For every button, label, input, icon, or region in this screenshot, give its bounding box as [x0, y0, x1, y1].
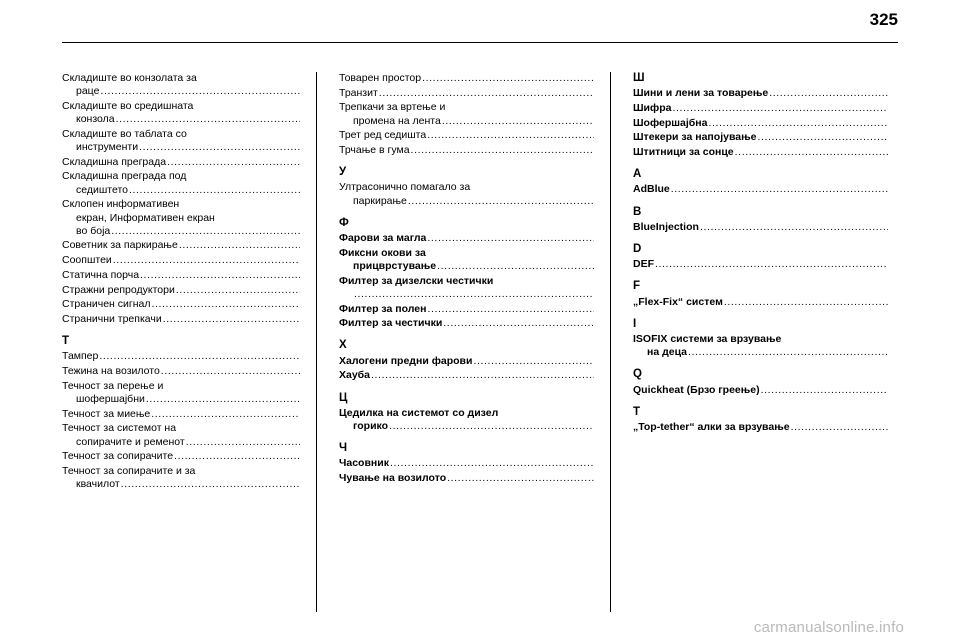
index-entry-text: Складиште во конзолата за: [62, 72, 197, 84]
index-entry-text: Тампер: [62, 350, 99, 363]
index-entry-text: прицврстување: [353, 259, 437, 272]
index-entry-text: Филтер за полен: [339, 302, 427, 315]
index-entry-text: Quickheat (Брзо греење): [633, 383, 760, 396]
index-entry-text: Шифра: [633, 101, 672, 114]
index-entry-text: Филтер за дизелски честички: [339, 274, 494, 287]
index-entry[interactable]: [339, 275, 594, 301]
index-entry-text: Ултрасонично помагало за: [339, 181, 471, 194]
index-entry-text: Халогени предни фарови: [339, 354, 473, 367]
index-entry-text: Странични трепкачи: [62, 312, 162, 325]
index-entry-text: Шини и лени за товарење: [633, 87, 769, 100]
index-entry[interactable]: [62, 72, 300, 98]
index-entry[interactable]: [62, 380, 300, 406]
dot-leader: [443, 317, 594, 329]
index-entry-text: квачилот: [76, 478, 120, 491]
index-entry-text: Трет ред седишта: [339, 129, 427, 142]
index-entry-text: конзола: [76, 113, 115, 126]
index-letter-heading: Ш: [633, 72, 645, 84]
index-entry-text: AdBlue: [633, 183, 670, 196]
dot-leader: [113, 254, 300, 266]
dot-leader: [769, 87, 888, 99]
index-entry[interactable]: [633, 183, 888, 196]
index-entry-text: Стражни репродуктори: [62, 283, 175, 296]
index-entry-text: паркирање: [353, 194, 407, 207]
index-entry[interactable]: [339, 101, 594, 127]
index-entry[interactable]: [62, 298, 300, 311]
index-letter-heading: F: [633, 280, 641, 293]
index-entry-text: Течност за перење и: [62, 379, 164, 392]
index-entry-text: BlueInjection: [633, 220, 699, 233]
index-entry[interactable]: [633, 258, 888, 271]
index-entry-text: Товарен простор: [339, 72, 422, 84]
index-entry[interactable]: [62, 156, 300, 169]
index-entry-text: Складишна преграда: [62, 155, 167, 168]
index-letter-heading: Ф: [339, 216, 349, 229]
index-entry-text: промена на лента: [353, 114, 441, 127]
index-entry-text: Течност за сопирачите: [62, 450, 174, 463]
dot-leader: [442, 115, 594, 127]
dot-leader: [163, 313, 300, 325]
index-entry-text: Статична порча: [62, 268, 140, 281]
index-column-1: [62, 72, 316, 612]
index-entry[interactable]: [633, 221, 888, 234]
index-entry[interactable]: [339, 232, 594, 245]
index-entry[interactable]: [62, 350, 300, 363]
index-letter-heading: Т: [62, 335, 70, 348]
dot-leader: [186, 436, 300, 448]
index-entry[interactable]: [339, 87, 594, 100]
index-entry-text: шофершајбни: [76, 392, 145, 405]
dot-leader: [174, 450, 300, 462]
index-entry[interactable]: [62, 284, 300, 297]
dot-leader: [427, 232, 594, 244]
index-entry-text: Течност за миење: [62, 407, 151, 420]
index-entry-text: Цедилка на системот со дизел: [339, 406, 499, 419]
index-entry[interactable]: [339, 72, 594, 85]
index-entry-text: Часовник: [339, 457, 389, 470]
index-letter-heading: B: [633, 205, 642, 218]
index-entry-text: „Top-tether“ алки за врзување: [633, 421, 790, 434]
dot-leader: [146, 393, 300, 405]
index-letter-heading: Q: [633, 368, 642, 381]
dot-leader: [724, 296, 888, 308]
index-entry-text: Чување на возилото: [339, 472, 447, 485]
dot-leader: [151, 298, 300, 310]
index-letter-heading: Ц: [339, 391, 348, 404]
index-entry[interactable]: [62, 365, 300, 378]
index-entry-text: инструменти: [76, 141, 139, 154]
dot-leader: [422, 72, 594, 84]
index-entry-text: на деца: [647, 346, 688, 359]
index-entry[interactable]: [62, 254, 300, 267]
index-letter-heading: У: [339, 166, 347, 179]
index-column-3: [610, 72, 904, 612]
index-entry[interactable]: [339, 303, 594, 316]
index-entry[interactable]: [339, 317, 594, 330]
index-entry-text: DEF: [633, 258, 654, 271]
index-entry[interactable]: [339, 129, 594, 142]
index-letter-heading: A: [633, 168, 642, 181]
dot-leader: [672, 102, 888, 114]
index-entry[interactable]: [62, 313, 300, 326]
index-entry-text: горико: [353, 419, 389, 432]
dot-leader: [655, 258, 888, 270]
index-entry[interactable]: [62, 239, 300, 252]
index-entry-text: екран, Информативен екран: [76, 211, 215, 224]
index-entry-text: „Flex-Fix“ систем: [633, 295, 723, 308]
dot-leader: [761, 384, 888, 396]
dot-leader: [111, 225, 300, 237]
dot-leader: [473, 355, 594, 367]
dot-leader: [121, 478, 300, 490]
index-entry[interactable]: [633, 421, 888, 434]
index-entry[interactable]: [62, 465, 300, 491]
index-entry-text: Транзит: [339, 86, 378, 99]
index-entry-text: Фиксни окови за: [339, 246, 426, 259]
index-letter-heading: I: [633, 317, 637, 330]
index-entry-text: раце: [76, 85, 100, 98]
index-entry-text: Шофершајбна: [633, 116, 708, 129]
dot-leader: [161, 365, 300, 377]
index-entry[interactable]: [62, 408, 300, 421]
dot-leader: [700, 221, 888, 233]
index-entry[interactable]: [633, 296, 888, 309]
dot-leader: [99, 350, 300, 362]
dot-leader: [116, 113, 300, 125]
index-entry[interactable]: [633, 333, 888, 359]
index-entry[interactable]: [633, 146, 888, 159]
index-entry-text: Штекери за напојување: [633, 131, 757, 144]
index-letter-heading: Х: [339, 339, 347, 352]
dot-leader: [427, 129, 594, 141]
index-entry[interactable]: [62, 450, 300, 463]
dot-leader: [167, 156, 300, 168]
dot-leader: [688, 346, 888, 358]
dot-leader: [354, 288, 594, 300]
index-letter-heading: D: [633, 243, 642, 256]
index-entry[interactable]: [633, 102, 888, 115]
index-entry-text: Фарови за магла: [339, 232, 427, 245]
index-entry-text: Складишна преграда под: [62, 170, 187, 183]
index-entry[interactable]: [339, 472, 594, 485]
index-entry[interactable]: [339, 355, 594, 368]
dot-leader: [437, 260, 594, 272]
dot-leader: [427, 303, 594, 315]
index-entry-text: Хауба: [339, 369, 371, 382]
index-entry-text: Течност за сопирачите и за: [62, 464, 196, 477]
index-letter-heading: T: [633, 405, 641, 418]
dot-leader: [791, 421, 888, 433]
index-entry[interactable]: [339, 407, 594, 433]
index-entry-text: Страничен сигнал: [62, 298, 151, 311]
dot-leader: [176, 284, 300, 296]
index-column-2: [316, 72, 610, 612]
index-entry[interactable]: [339, 247, 594, 273]
dot-leader: [139, 141, 300, 153]
index-entry[interactable]: [62, 269, 300, 282]
dot-leader: [379, 87, 594, 99]
index-entry-text: Складиште во средишната: [62, 99, 194, 112]
index-entry[interactable]: [633, 117, 888, 130]
index-entry-text: Течност за системот на: [62, 422, 177, 435]
index-columns: [62, 72, 898, 612]
page-number: 325: [869, 10, 898, 29]
dot-leader: [140, 269, 300, 281]
index-entry-text: Склопен информативен: [62, 198, 180, 211]
index-entry[interactable]: [62, 128, 300, 154]
dot-leader: [100, 85, 300, 97]
index-entry-text: седиштето: [76, 183, 128, 196]
dot-leader: [411, 144, 594, 156]
dot-leader: [447, 472, 594, 484]
index-entry[interactable]: [339, 369, 594, 382]
header-divider: [62, 42, 898, 43]
index-entry-text: Трчање в гума: [339, 144, 410, 157]
dot-leader: [371, 369, 594, 381]
dot-leader: [671, 183, 888, 195]
dot-leader: [179, 239, 300, 251]
index-entry[interactable]: [633, 131, 888, 144]
index-entry-text: во боја: [76, 224, 111, 237]
dot-leader: [735, 146, 888, 158]
index-entry-text: сопирачите и ременот: [76, 435, 185, 448]
index-entry-text: ISOFIX системи за врзување: [633, 333, 782, 346]
index-entry-text: Соопштеи: [62, 254, 112, 267]
index-entry-text: Филтер за честички: [339, 317, 443, 330]
index-entry-text: Складиште во таблата со: [62, 127, 187, 140]
index-entry[interactable]: [62, 100, 300, 126]
index-entry[interactable]: [62, 170, 300, 196]
index-entry-text: Штитници за сонце: [633, 146, 734, 159]
index-entry-text: Советник за паркирање: [62, 239, 178, 252]
dot-leader: [151, 408, 300, 420]
dot-leader: [129, 184, 300, 196]
dot-leader: [390, 457, 594, 469]
index-entry[interactable]: [62, 422, 300, 448]
index-entry-text: Тежина на возилото: [62, 365, 160, 378]
index-entry[interactable]: [633, 87, 888, 100]
index-entry[interactable]: [62, 198, 300, 238]
index-entry[interactable]: [633, 384, 888, 397]
index-entry-text: Трепкачи за вртење и: [339, 101, 446, 114]
index-entry[interactable]: [339, 144, 594, 157]
index-entry[interactable]: [339, 457, 594, 470]
index-entry[interactable]: [339, 181, 594, 207]
dot-leader: [708, 117, 888, 129]
dot-leader: [408, 195, 594, 207]
dot-leader: [757, 131, 888, 143]
index-letter-heading: Ч: [339, 442, 348, 455]
watermark: carmanualsonline.info: [753, 619, 904, 636]
dot-leader: [389, 420, 594, 432]
